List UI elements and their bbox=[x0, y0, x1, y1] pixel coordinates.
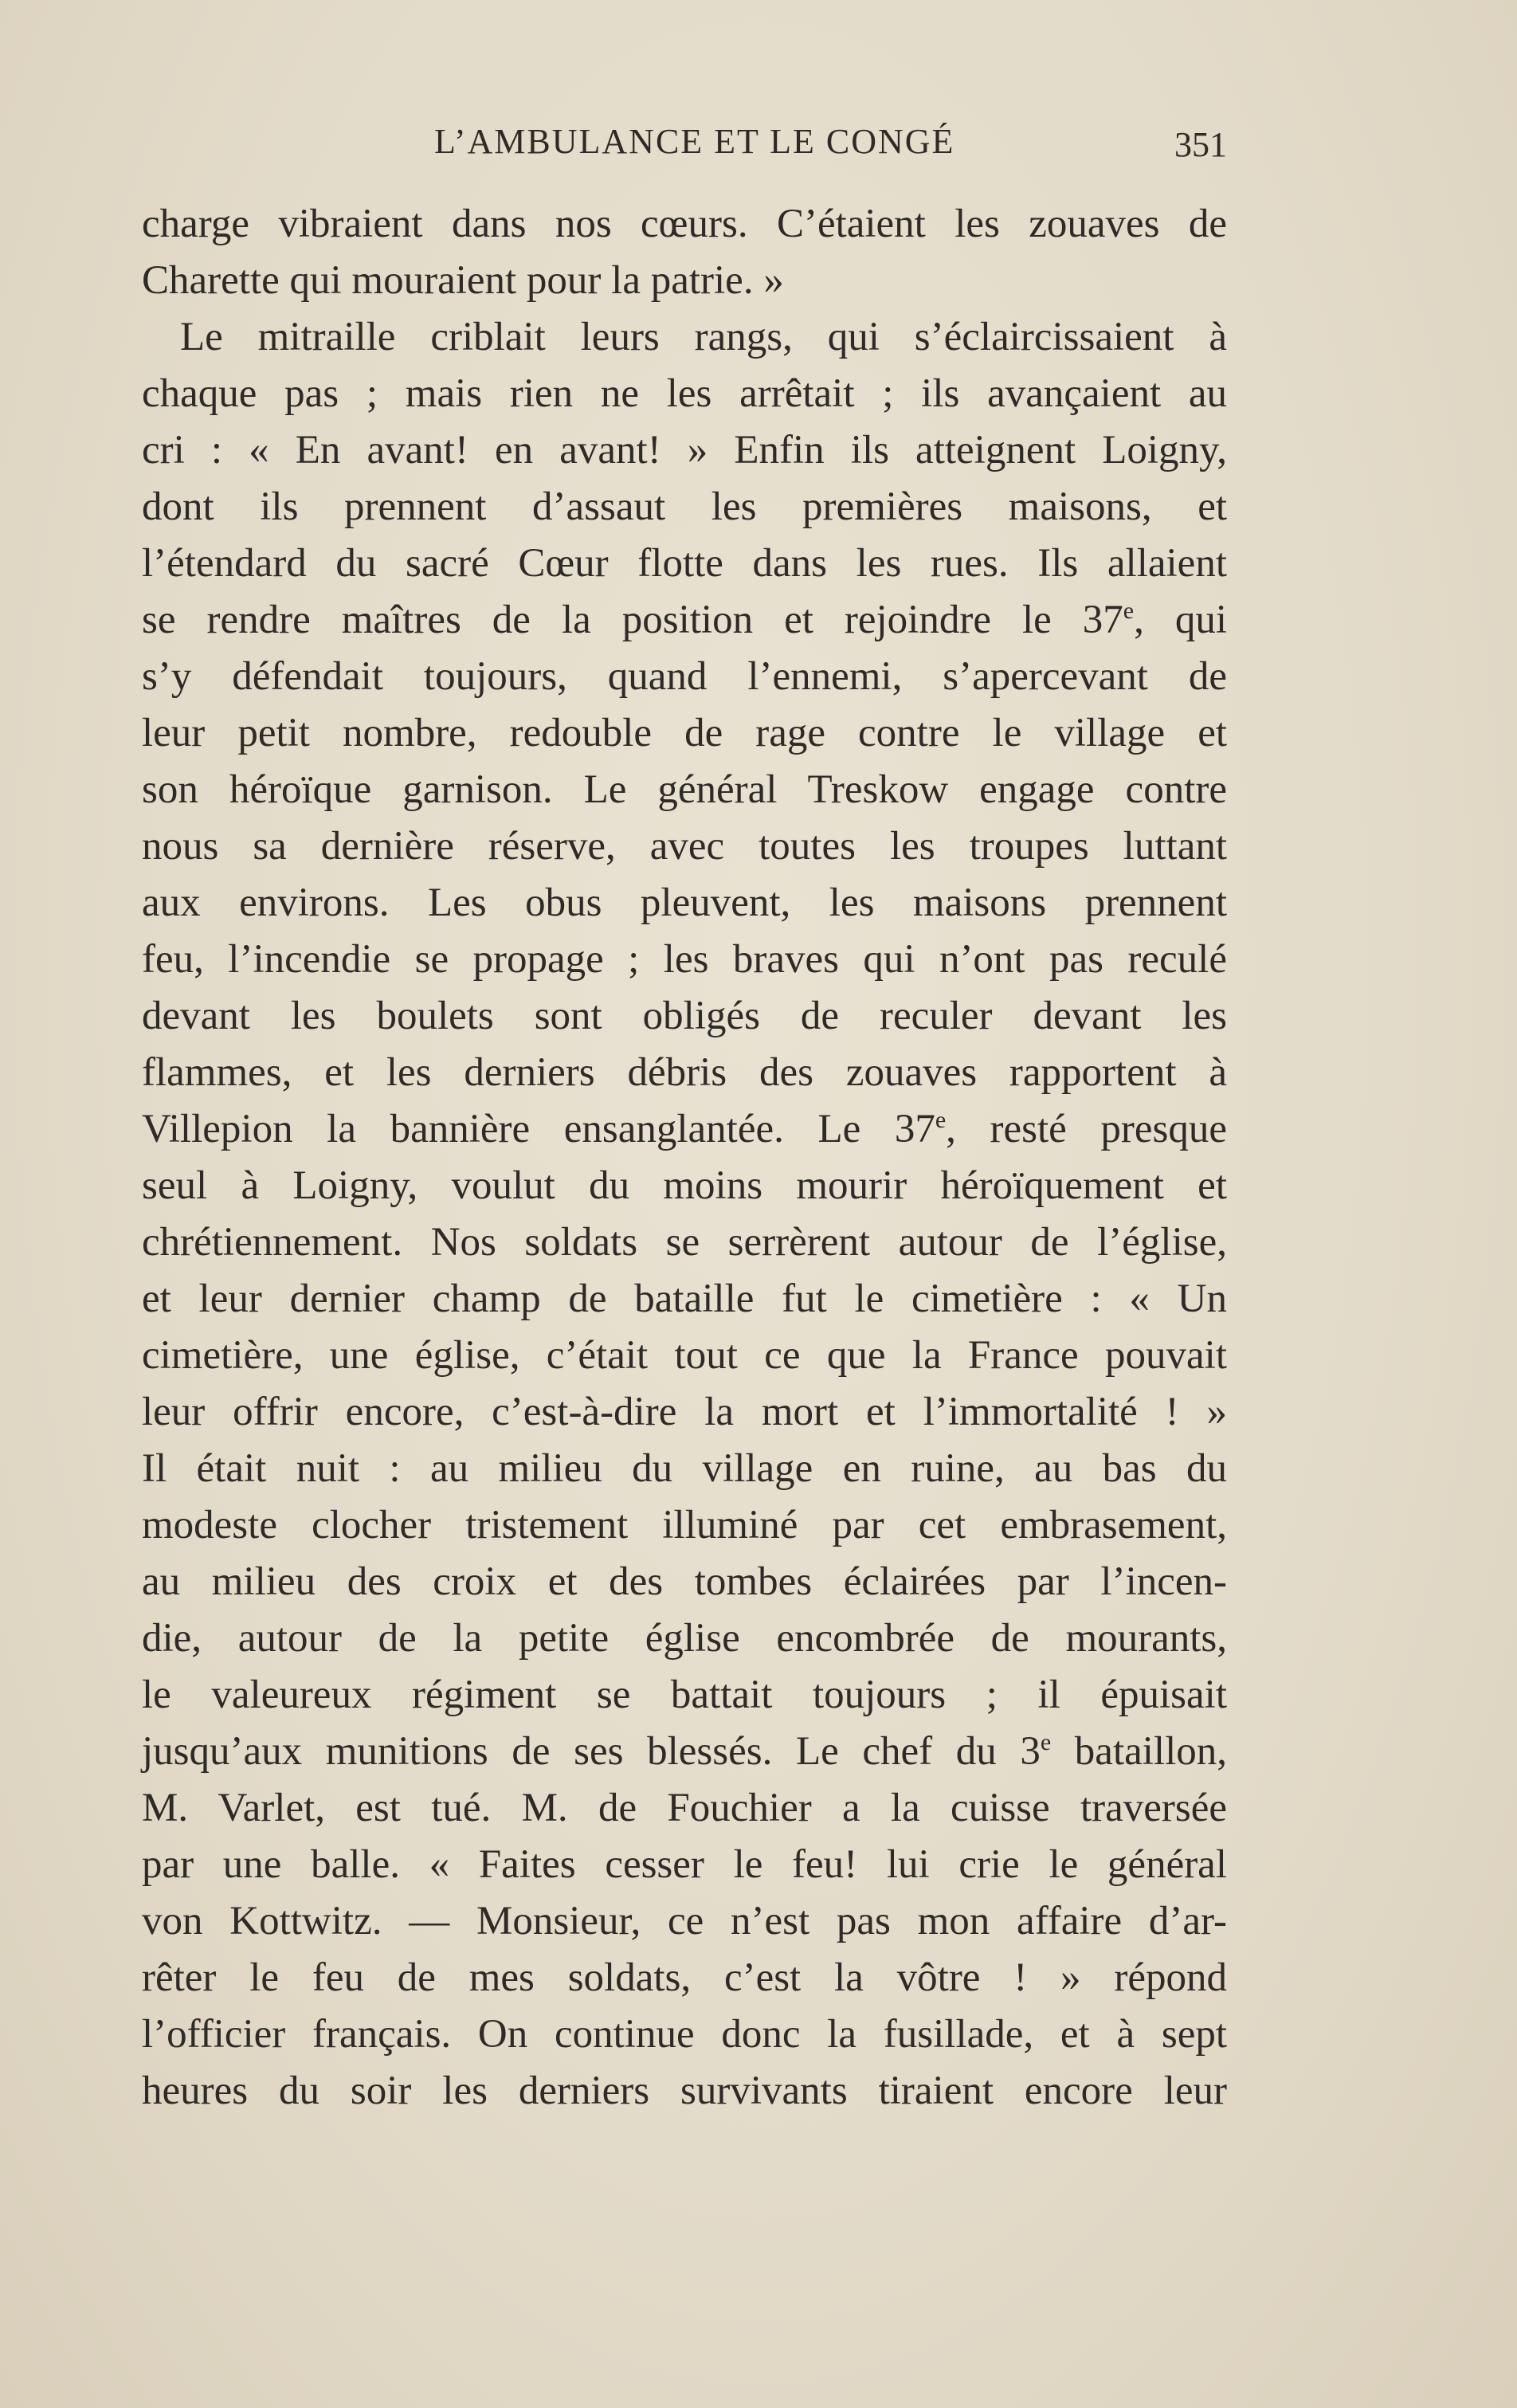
page-number: 351 bbox=[1174, 125, 1227, 164]
text-line: feu, l’incendie se propage ; les braves qui n’ont pas reculé bbox=[142, 937, 1227, 982]
text-line: se rendre maîtres de la position et rejoindre le 37e, qui bbox=[142, 598, 1228, 642]
text-line: charge vibraient dans nos cœurs. C’étaient les zouaves de bbox=[142, 202, 1227, 246]
text-line: et leur dernier champ de bataille fut le cimetière : « Un bbox=[142, 1277, 1227, 1321]
text-line: au milieu des croix et des tombes éclairées par l’incen- bbox=[142, 1559, 1227, 1604]
text-line: rêter le feu de mes soldats, c’est la vôtre ! » répond bbox=[142, 1955, 1227, 2000]
text-line: M. Varlet, est tué. M. de Fouchier a la cuisse traversée bbox=[142, 1786, 1227, 1830]
text-line: s’y défendait toujours, quand l’ennemi, s’apercevant de bbox=[142, 654, 1227, 699]
page-header bbox=[143, 113, 1227, 177]
text-line: chaque pas ; mais rien ne les arrêtait ; ils avançaient au bbox=[142, 371, 1227, 416]
text-line: flammes, et les derniers débris des zouaves rapportent à bbox=[142, 1050, 1227, 1095]
text-line: chrétiennement. Nos soldats se serrèrent autour de l’église, bbox=[142, 1220, 1227, 1265]
text-line: Le mitraille criblait leurs rangs, qui s’éclaircissaient à bbox=[180, 315, 1227, 359]
text-line: cimetière, une église, c’était tout ce que la France pouvait bbox=[142, 1333, 1227, 1378]
text-line: par une balle. « Faites cesser le feu! lui crie le général bbox=[142, 1842, 1227, 1887]
text-line: son héroïque garnison. Le général Treskow engage contre bbox=[142, 767, 1227, 812]
text-line: devant les boulets sont obligés de reculer devant les bbox=[142, 994, 1227, 1038]
text-line: seul à Loigny, voulut du moins mourir héroïquement et bbox=[142, 1163, 1227, 1208]
text-line: heures du soir les derniers survivants tiraient encore leur bbox=[142, 2069, 1227, 2113]
text-line: Charette qui mouraient pour la patrie. » bbox=[142, 258, 784, 303]
text-line: von Kottwitz. — Monsieur, ce n’est pas mon affaire d’ar- bbox=[142, 1899, 1227, 1943]
text-line: leur offrir encore, c’est-à-dire la mort et l’immortalité ! » bbox=[142, 1390, 1227, 1434]
text-line: l’officier français. On continue donc la fusillade, et à sept bbox=[142, 2012, 1227, 2057]
text-line: aux environs. Les obus pleuvent, les maisons prennent bbox=[142, 880, 1227, 925]
text-line: nous sa dernière réserve, avec toutes les troupes luttant bbox=[142, 824, 1227, 869]
text-line: Il était nuit : au milieu du village en ruine, au bas du bbox=[142, 1446, 1227, 1491]
text-line: cri : « En avant! en avant! » Enfin ils atteignent Loigny, bbox=[142, 428, 1227, 473]
text-line: leur petit nombre, redouble de rage contre le village et bbox=[142, 711, 1227, 755]
text-line: die, autour de la petite église encombrée de mourants, bbox=[142, 1616, 1227, 1661]
body-text bbox=[142, 196, 1227, 2120]
text-line: jusqu’aux munitions de ses blessés. Le chef du 3e bataillon, bbox=[142, 1729, 1228, 1774]
text-line: dont ils prennent d’assaut les premières maisons, et bbox=[142, 484, 1227, 529]
text-line: Villepion la bannière ensanglantée. Le 37e, resté presque bbox=[142, 1107, 1227, 1151]
text-line: le valeureux régiment se battait toujours ; il épuisait bbox=[142, 1673, 1227, 1717]
running-title: L’AMBULANCE ET LE CONGÉ bbox=[434, 122, 955, 161]
text-line: modeste clocher tristement illuminé par cet embrasement, bbox=[142, 1503, 1227, 1547]
text-line: l’étendard du sacré Cœur flotte dans les rues. Ils allaient bbox=[142, 541, 1227, 586]
